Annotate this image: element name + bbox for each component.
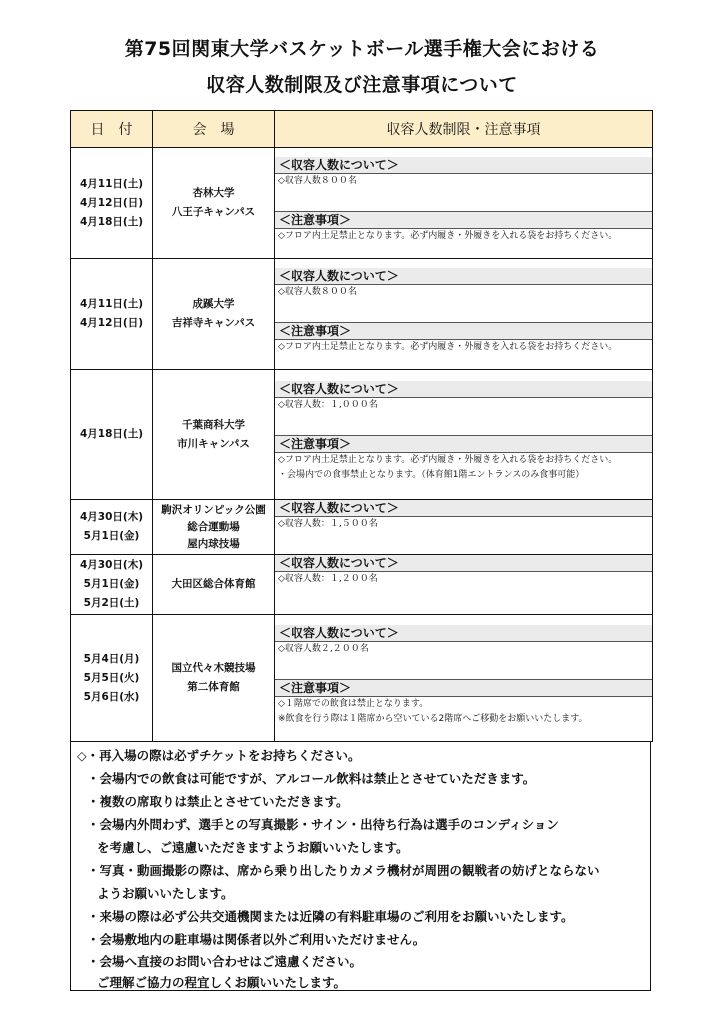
- venue-name: 杏林大学: [192, 187, 235, 199]
- capacity-text: ◇収容人数８００名: [275, 285, 652, 323]
- date-cell: [71, 615, 153, 742]
- date-cell: [71, 555, 153, 615]
- date: 5月1日(金): [83, 530, 140, 542]
- table-row: [71, 148, 653, 259]
- venue-name: 吉祥寺キャンパス: [171, 317, 256, 329]
- table-row: [71, 500, 653, 555]
- general-note: ご理解ご協力の程宜しくお願いいたします。: [97, 975, 347, 990]
- venue-name: 国立代々木競技場: [171, 662, 256, 674]
- venue-name: 総合運動場: [187, 520, 240, 533]
- general-note: ようお願いいたします。: [97, 886, 234, 901]
- capacity-text: ◇収容人数８００名: [275, 174, 652, 212]
- venue-name: 屋内球技場: [187, 537, 240, 550]
- date-cell: [71, 370, 153, 500]
- date: 4月30日(木): [79, 559, 143, 571]
- header-info: 収容人数制限・注意事項: [275, 111, 653, 148]
- general-note: ・会場へ直接のお問い合わせはご遠慮ください。: [87, 954, 363, 969]
- date: 4月12日(日): [79, 317, 143, 329]
- date: 5月5日(火): [83, 671, 140, 684]
- venue-cell: [153, 370, 275, 500]
- capacity-text: ◇収容人数２,２００名: [275, 642, 652, 680]
- info-cell: [275, 370, 653, 500]
- date: 4月12日(日): [79, 196, 143, 209]
- info-cell: [275, 615, 653, 742]
- notes-text: ◇フロア内土足禁止となります。必ず内履き・外履きを入れる袋をお持ちください。: [278, 231, 618, 241]
- info-cell: [275, 500, 653, 555]
- capacity-heading: ＜収容人数について＞: [275, 381, 652, 398]
- venue-cell: [153, 500, 275, 555]
- notes-heading: ＜注意事項＞: [275, 323, 652, 340]
- table-header-row: [71, 111, 653, 148]
- general-note: ・写真・動画撮影の際は、席から乗り出したりカメラ機材が周囲の観戦者の妨げとならない: [87, 863, 600, 878]
- notes-text: ◇フロア内土足禁止となります。必ず内履き・外履きを入れる袋をお持ちください。: [278, 455, 618, 465]
- header-date: 日 付: [71, 111, 153, 148]
- venue-name: 八王子キャンパス: [171, 206, 256, 218]
- notes-heading: ＜注意事項＞: [275, 436, 652, 453]
- date: 5月6日(水): [83, 690, 140, 703]
- capacity-heading: ＜収容人数について＞: [275, 157, 652, 174]
- venue-cell: [153, 615, 275, 742]
- capacity-heading: ＜収容人数について＞: [275, 625, 652, 642]
- date: 5月4日(月): [83, 652, 140, 665]
- venue-name: 市川キャンパス: [177, 437, 250, 450]
- notes-text: ◇フロア内土足禁止となります。必ず内履き・外履きを入れる袋をお持ちください。: [278, 342, 618, 352]
- capacity-heading: ＜収容人数について＞: [275, 268, 652, 285]
- general-note: ◇・再入場の際は必ずチケットをお持ちください。: [77, 748, 361, 763]
- table-row: [71, 555, 653, 615]
- venue-name: 千葉商科大学: [182, 418, 245, 431]
- info-cell: [275, 259, 653, 370]
- capacity-heading: ＜収容人数について＞: [275, 500, 652, 517]
- venue-cell: [153, 148, 275, 259]
- venue-cell: [153, 259, 275, 370]
- table-row: [71, 615, 653, 742]
- date: 4月30日(木): [79, 511, 143, 523]
- capacity-text: ◇収容人数：１,０００名: [275, 398, 652, 436]
- date: 4月11日(土): [79, 177, 143, 190]
- general-note: ・複数の席取りは禁止とさせていただきます。: [87, 794, 349, 809]
- general-note: ・会場敷地内の駐車場は関係者以外ご利用いただけません。: [87, 932, 426, 947]
- venue-table: [70, 110, 653, 742]
- date: 4月18日(土): [79, 215, 143, 228]
- document-title-line2: 収容人数制限及び注意事項について: [206, 74, 518, 96]
- capacity-heading: ＜収容人数について＞: [275, 555, 652, 572]
- table-row: [71, 370, 653, 500]
- date-cell: [71, 148, 153, 259]
- general-note: ・会場内外問わず、選手との写真撮影・サイン・出待ち行為は選手のコンディション: [87, 817, 559, 832]
- venue-name: 大田区総合体育館: [171, 578, 256, 590]
- document-title-line1: 第75回関東大学バスケットボール選手権大会における: [124, 38, 600, 60]
- general-note: ・来場の際は必ず公共交通機関または近隣の有料駐車場のご利用をお願いいたします。: [87, 909, 574, 924]
- header-venue: 会 場: [153, 111, 275, 148]
- venue-cell: [153, 555, 275, 615]
- general-note: ・会場内での飲食は可能ですが、アルコール飲料は禁止とさせていただきます。: [87, 771, 536, 786]
- date-cell: [71, 259, 153, 370]
- notes-text: ◇１階席での飲食は禁止となります。: [278, 698, 429, 709]
- notes-text: ・会場内での食事禁止となります。（体育館1階エントランスのみ食事可能）: [278, 470, 585, 480]
- general-notes-box: [70, 741, 651, 991]
- venue-name: 駒沢オリンピック公園: [161, 503, 266, 516]
- general-note: を考慮し、ご遠慮いただきますようお願いいたします。: [97, 840, 409, 855]
- capacity-text: ◇収容人数：１,２００名: [278, 574, 378, 584]
- date-cell: [71, 500, 153, 555]
- notes-heading: ＜注意事項＞: [275, 680, 652, 697]
- date: 5月1日(金): [83, 578, 140, 590]
- date: 4月11日(土): [79, 298, 143, 310]
- venue-name: 成蹊大学: [192, 298, 235, 310]
- notes-text: ※飲食を行う際は１階席から空いている2階席へご移動をお願いいたします。: [278, 713, 588, 724]
- info-cell: [275, 555, 653, 615]
- date: 5月2日(土): [83, 597, 140, 609]
- venue-name: 第二体育館: [187, 681, 240, 693]
- info-cell: [275, 148, 653, 259]
- table-row: [71, 259, 653, 370]
- capacity-text: ◇収容人数：１,５００名: [278, 519, 378, 529]
- notes-heading: ＜注意事項＞: [275, 212, 652, 229]
- date: 4月18日(土): [79, 428, 143, 440]
